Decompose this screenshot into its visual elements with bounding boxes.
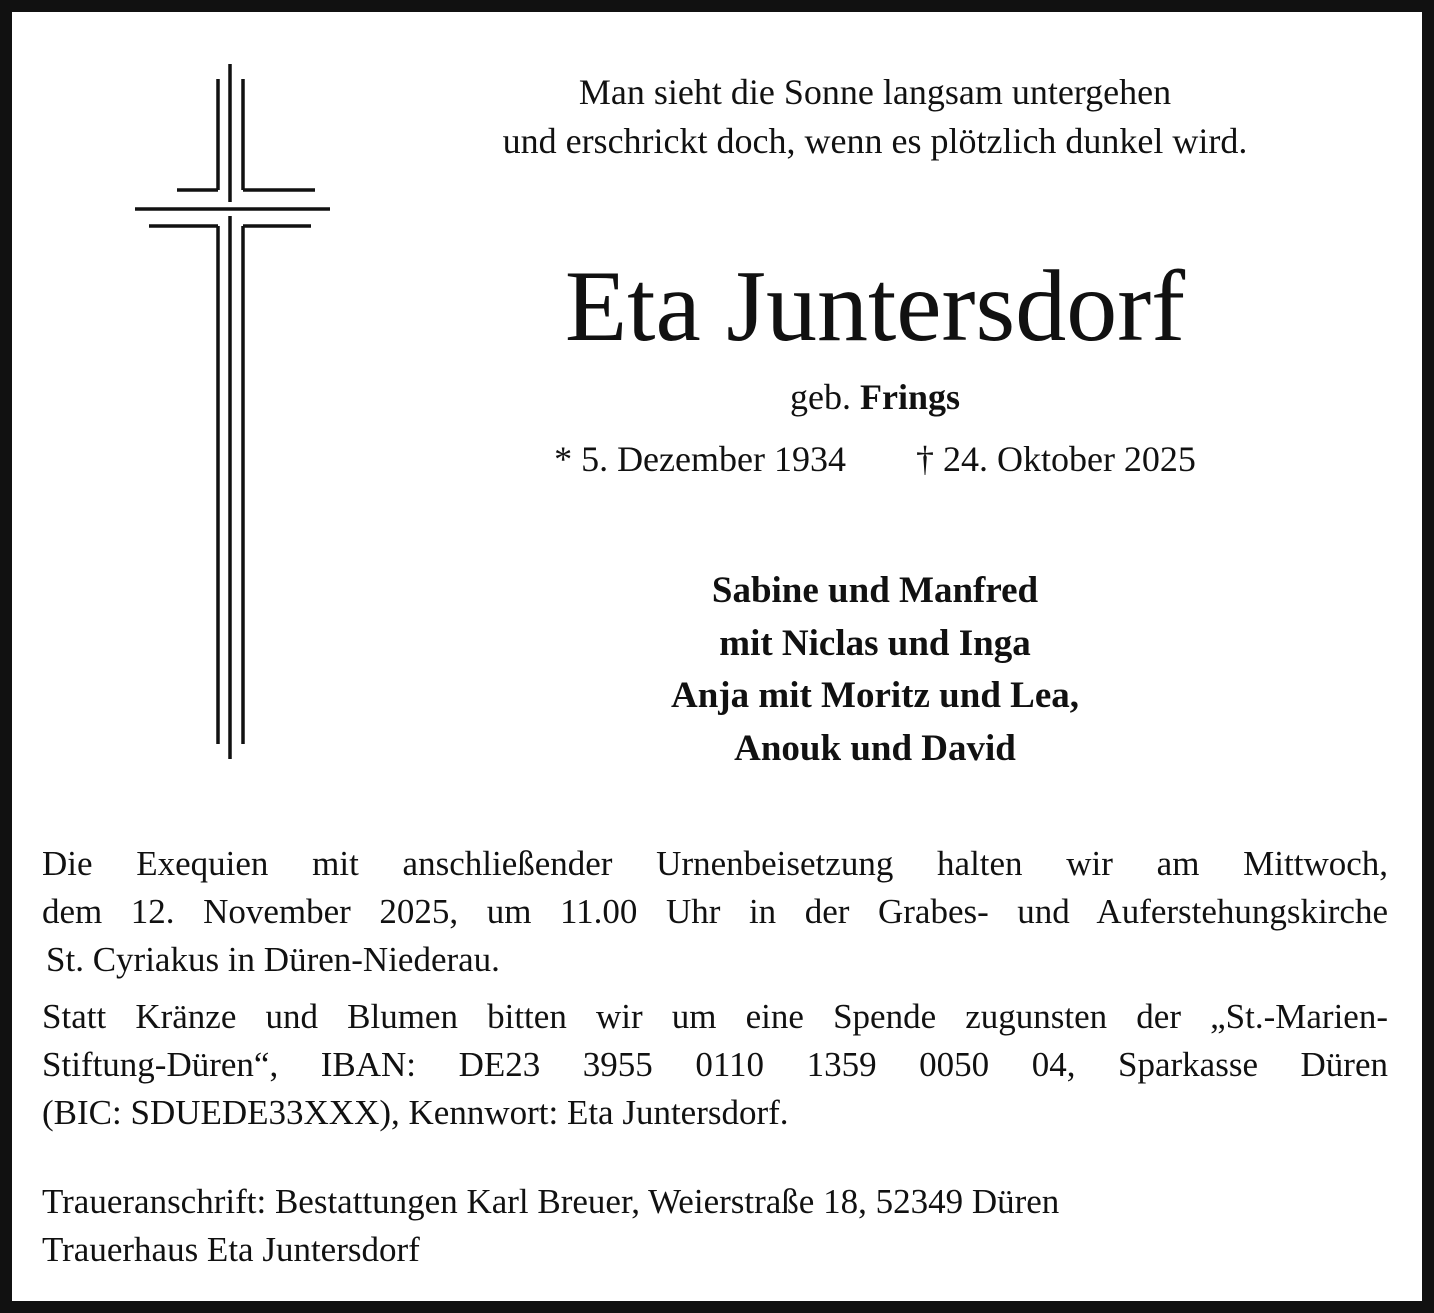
paragraph-line: dem 12. November 2025, um 11.00 Uhr in der Grabes- und Auferstehungskirche [42, 892, 1388, 931]
deceased-name: Eta Juntersdorf [564, 250, 1186, 363]
mourners-list [330, 565, 1420, 775]
quote [330, 68, 1420, 166]
mourning-address [42, 1178, 1059, 1274]
paragraph-line: Statt Kränze und Blumen bitten wir um eine Spende zugunsten der „St.-Marien- [42, 997, 1388, 1036]
paragraph-line: Die Exequien mit anschließender Urnenbeisetzung halten wir am Mittwoch, [42, 844, 1388, 883]
mourner-line: Anja mit Moritz und Lea, [671, 675, 1079, 716]
life-dates [330, 436, 1420, 482]
maiden-name: Frings [859, 377, 960, 417]
paragraph-line: St. Cyriakus in Düren-Niederau. [46, 940, 500, 979]
paragraph-line: (BIC: SDUEDE33XXX), Kennwort: Eta Juntersdorf. [42, 1093, 789, 1132]
cross-icon [130, 64, 335, 764]
death-date: † 24. Oktober 2025 [915, 439, 1196, 479]
funeral-paragraph [42, 840, 1388, 984]
paragraph-line: Stiftung-Düren“, IBAN: DE23 3955 0110 1359 0050 04, Sparkasse Düren [42, 1045, 1388, 1084]
quote-line: Man sieht die Sonne langsam untergehen [578, 72, 1172, 112]
mourner-line: mit Niclas und Inga [719, 622, 1031, 664]
quote-line: und erschrickt doch, wenn es plötzlich dunkel wird. [502, 121, 1248, 161]
mourner-line: Anouk und David [734, 727, 1016, 769]
maiden-name-line [330, 374, 1420, 420]
born-prefix: geb. [790, 377, 851, 417]
mourner-line: Sabine und Manfred [711, 570, 1039, 611]
address-line: Trauerhaus Eta Juntersdorf [42, 1230, 420, 1269]
address-line: Traueranschrift: Bestattungen Karl Breuer, Weierstraße 18, 52349 Düren [42, 1182, 1060, 1221]
donation-paragraph [42, 993, 1388, 1137]
birth-date: * 5. Dezember 1934 [554, 439, 846, 479]
